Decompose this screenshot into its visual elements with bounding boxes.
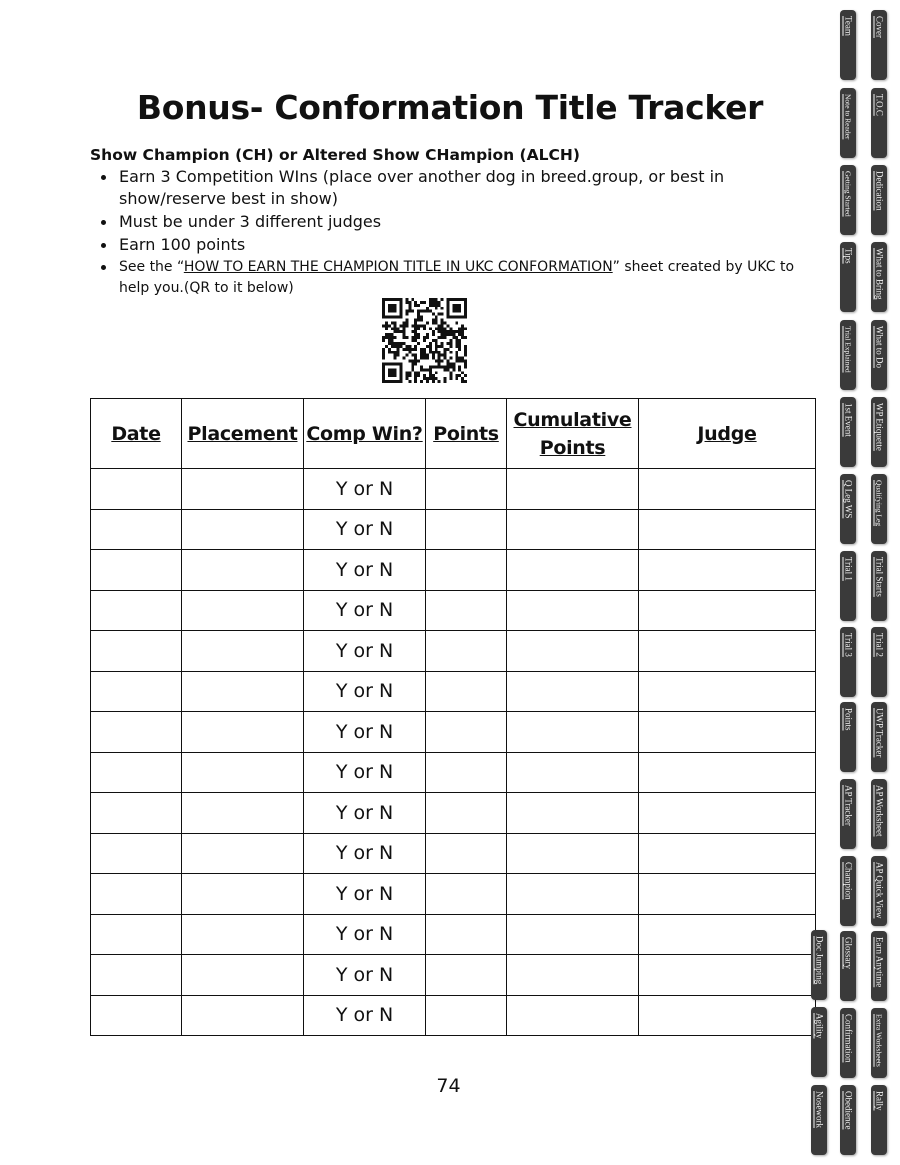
- champion-title-guide-link[interactable]: HOW TO EARN THE CHAMPION TITLE IN UKC CONFORMATION: [183, 259, 613, 275]
- tab-what-to-do[interactable]: [871, 320, 887, 390]
- comp-win-cell[interactable]: Y or N: [304, 793, 426, 834]
- comp-win-cell[interactable]: Y or N: [304, 671, 426, 712]
- tab-cover[interactable]: [871, 10, 887, 80]
- tab-label: Qualifying Leg: [874, 480, 884, 527]
- tab-label: Note to Reader: [843, 94, 853, 140]
- cumulative-points-cell[interactable]: [507, 955, 639, 996]
- table-row: [91, 671, 816, 712]
- tab-trial-3[interactable]: [840, 627, 856, 697]
- judge-cell[interactable]: [639, 712, 816, 753]
- cumulative-points-cell[interactable]: [507, 833, 639, 874]
- tab-label: AP Tracker: [843, 785, 854, 826]
- table-row: [91, 793, 816, 834]
- tab-label: Earn Anytime: [874, 937, 885, 988]
- cumulative-points-cell[interactable]: [507, 874, 639, 915]
- placement-cell[interactable]: [182, 833, 304, 874]
- comp-win-cell[interactable]: Y or N: [304, 955, 426, 996]
- tab-label: Rally: [874, 1091, 885, 1111]
- header-points: Points: [426, 399, 507, 469]
- date-cell[interactable]: [91, 874, 182, 915]
- placement-cell[interactable]: [182, 631, 304, 672]
- placement-cell[interactable]: [182, 590, 304, 631]
- header-cumulative-points: Cumulative Points: [507, 399, 639, 469]
- comp-win-cell[interactable]: Y or N: [304, 874, 426, 915]
- date-cell[interactable]: [91, 914, 182, 955]
- cumulative-points-cell[interactable]: [507, 671, 639, 712]
- tab-label: Points: [843, 708, 854, 731]
- header-date: Date: [91, 399, 182, 469]
- judge-cell[interactable]: [639, 914, 816, 955]
- tab-label: Team: [843, 16, 854, 36]
- comp-win-cell[interactable]: Y or N: [304, 914, 426, 955]
- resource-note-prefix: See the “: [119, 259, 184, 275]
- table-row: [91, 752, 816, 793]
- tab-glossary[interactable]: [840, 931, 856, 1001]
- tab-uwp-tracker[interactable]: [871, 702, 887, 772]
- tab-label: Confirmation: [843, 1014, 854, 1063]
- tab-trial-explained[interactable]: [840, 320, 856, 390]
- header-comp-win: Comp Win?: [304, 399, 426, 469]
- judge-cell[interactable]: [639, 469, 816, 510]
- page-number: 74: [436, 1075, 461, 1097]
- tab-label: Q Leg WS: [843, 480, 854, 519]
- tab-label: Nosework: [814, 1091, 825, 1128]
- tab-trial-1[interactable]: [840, 551, 856, 621]
- comp-win-cell[interactable]: Y or N: [304, 590, 426, 631]
- table-row: [91, 914, 816, 955]
- cumulative-points-cell[interactable]: [507, 590, 639, 631]
- placement-cell[interactable]: [182, 914, 304, 955]
- cumulative-points-cell[interactable]: [507, 712, 639, 753]
- tab-label: Obedience: [843, 1091, 854, 1130]
- cumulative-points-cell[interactable]: [507, 752, 639, 793]
- tab-doc-jumping[interactable]: [811, 930, 827, 1000]
- judge-cell[interactable]: [639, 833, 816, 874]
- points-cell[interactable]: [426, 914, 507, 955]
- table-row: [91, 833, 816, 874]
- page-title: Bonus- Conformation Title Tracker: [136, 88, 764, 127]
- points-cell[interactable]: [426, 752, 507, 793]
- date-cell[interactable]: [91, 590, 182, 631]
- date-cell[interactable]: [91, 550, 182, 591]
- tab-label: Cover: [874, 16, 885, 38]
- tab-extra-worksheets[interactable]: [871, 1008, 887, 1078]
- tab-label: Trial Starts: [874, 557, 885, 597]
- comp-win-cell[interactable]: Y or N: [304, 833, 426, 874]
- date-cell[interactable]: [91, 631, 182, 672]
- tab-champion[interactable]: [840, 856, 856, 926]
- header-judge: Judge: [639, 399, 816, 469]
- tab-obedience[interactable]: [840, 1085, 856, 1155]
- tab-label: Champion: [843, 862, 854, 900]
- requirements-heading: Show Champion (CH) or Altered Show CHampion (ALCH): [90, 146, 580, 164]
- table-row: [91, 874, 816, 915]
- placement-cell[interactable]: [182, 874, 304, 915]
- tab-1st-event[interactable]: [840, 397, 856, 467]
- tab-label: Trial Explained: [843, 326, 853, 373]
- comp-win-cell[interactable]: Y or N: [304, 469, 426, 510]
- tab-ap-quick-view[interactable]: [871, 856, 887, 926]
- cumulative-points-cell[interactable]: [507, 469, 639, 510]
- table-row: [91, 631, 816, 672]
- comp-win-cell[interactable]: Y or N: [304, 995, 426, 1036]
- tab-t-o-c[interactable]: [871, 88, 887, 158]
- points-cell[interactable]: [426, 509, 507, 550]
- points-cell[interactable]: [426, 874, 507, 915]
- tab-label: Trial 2: [874, 633, 885, 657]
- resource-note: [96, 257, 796, 299]
- points-cell[interactable]: [426, 469, 507, 510]
- judge-cell[interactable]: [639, 955, 816, 996]
- tab-earn-anytime[interactable]: [871, 931, 887, 1001]
- judge-cell[interactable]: [639, 671, 816, 712]
- tab-label: Dedication: [874, 171, 885, 211]
- tab-trial-starts[interactable]: [871, 551, 887, 621]
- date-cell[interactable]: [91, 995, 182, 1036]
- tab-confirmation[interactable]: [840, 1008, 856, 1078]
- table-header-row: [91, 399, 816, 469]
- date-cell[interactable]: [91, 469, 182, 510]
- placement-cell[interactable]: [182, 550, 304, 591]
- table-row: [91, 995, 816, 1036]
- tab-q-leg-ws[interactable]: [840, 474, 856, 544]
- tab-nosework[interactable]: [811, 1085, 827, 1155]
- tab-label: Trial 1: [843, 557, 854, 581]
- tab-getting-started[interactable]: [840, 165, 856, 235]
- tab-agility[interactable]: [811, 1007, 827, 1077]
- comp-win-cell[interactable]: Y or N: [304, 712, 426, 753]
- date-cell[interactable]: [91, 793, 182, 834]
- points-cell[interactable]: [426, 995, 507, 1036]
- placement-cell[interactable]: [182, 509, 304, 550]
- judge-cell[interactable]: [639, 550, 816, 591]
- cumulative-points-cell[interactable]: [507, 793, 639, 834]
- tab-ap-worksheet[interactable]: [871, 779, 887, 849]
- judge-cell[interactable]: [639, 793, 816, 834]
- tab-rally[interactable]: [871, 1085, 887, 1155]
- cumulative-points-cell[interactable]: [507, 914, 639, 955]
- points-cell[interactable]: [426, 671, 507, 712]
- tab-tips[interactable]: [840, 242, 856, 312]
- tab-qualifying-leg[interactable]: [871, 474, 887, 544]
- tab-label: What to Do: [874, 326, 885, 368]
- points-cell[interactable]: [426, 631, 507, 672]
- tab-team[interactable]: [840, 10, 856, 80]
- points-cell[interactable]: [426, 550, 507, 591]
- tab-label: AP Quick View: [874, 862, 885, 919]
- resource-note-suffix: ” sheet created by UKC to help you.(QR to it below): [119, 259, 795, 296]
- tab-label: T.O.C: [874, 94, 885, 116]
- tab-points[interactable]: [840, 702, 856, 772]
- tab-what-to-bring[interactable]: [871, 242, 887, 312]
- tab-trial-2[interactable]: [871, 627, 887, 697]
- requirement-item: Earn 3 Competition WIns (place over another dog in breed.group, or best in show/reserve best in show): [96, 166, 796, 210]
- date-cell[interactable]: [91, 509, 182, 550]
- requirement-item: Earn 100 points: [96, 234, 796, 256]
- tab-note-to-reader[interactable]: [840, 88, 856, 158]
- tab-label: Extra Worksheets: [874, 1014, 884, 1067]
- cumulative-points-cell[interactable]: [507, 509, 639, 550]
- placement-cell[interactable]: [182, 671, 304, 712]
- points-cell[interactable]: [426, 793, 507, 834]
- placement-cell[interactable]: [182, 995, 304, 1036]
- table-row: [91, 955, 816, 996]
- tab-label: WP Etiquette: [874, 403, 885, 451]
- cumulative-points-cell[interactable]: [507, 631, 639, 672]
- tab-label: Tips: [843, 248, 854, 264]
- placement-cell[interactable]: [182, 752, 304, 793]
- table-row: [91, 590, 816, 631]
- date-cell[interactable]: [91, 833, 182, 874]
- tab-ap-tracker[interactable]: [840, 779, 856, 849]
- requirement-item: Must be under 3 different judges: [96, 211, 796, 233]
- date-cell[interactable]: [91, 712, 182, 753]
- date-cell[interactable]: [91, 752, 182, 793]
- points-cell[interactable]: [426, 590, 507, 631]
- points-cell[interactable]: [426, 712, 507, 753]
- judge-cell[interactable]: [639, 995, 816, 1036]
- cumulative-points-cell[interactable]: [507, 550, 639, 591]
- qr-code-icon[interactable]: [382, 298, 467, 383]
- tab-dedication[interactable]: [871, 165, 887, 235]
- judge-cell[interactable]: [639, 631, 816, 672]
- comp-win-cell[interactable]: Y or N: [304, 631, 426, 672]
- placement-cell[interactable]: [182, 793, 304, 834]
- judge-cell[interactable]: [639, 752, 816, 793]
- comp-win-cell[interactable]: Y or N: [304, 752, 426, 793]
- cumulative-points-cell[interactable]: [507, 995, 639, 1036]
- header-placement: Placement: [182, 399, 304, 469]
- tab-wp-etiquette[interactable]: [871, 397, 887, 467]
- tab-label: Agility: [814, 1013, 825, 1039]
- judge-cell[interactable]: [639, 874, 816, 915]
- date-cell[interactable]: [91, 671, 182, 712]
- tab-label: 1st Event: [843, 403, 854, 437]
- placement-cell[interactable]: [182, 712, 304, 753]
- tab-label: Doc Jumping: [814, 936, 825, 985]
- judge-cell[interactable]: [639, 590, 816, 631]
- points-cell[interactable]: [426, 955, 507, 996]
- tab-label: Getting Started: [843, 171, 853, 217]
- requirements-list: [96, 166, 796, 300]
- date-cell[interactable]: [91, 955, 182, 996]
- placement-cell[interactable]: [182, 955, 304, 996]
- comp-win-cell[interactable]: Y or N: [304, 509, 426, 550]
- table-row: [91, 550, 816, 591]
- table-row: [91, 712, 816, 753]
- points-cell[interactable]: [426, 833, 507, 874]
- tab-label: What to Bring: [874, 248, 885, 300]
- tab-label: UWP Tracker: [874, 708, 885, 758]
- judge-cell[interactable]: [639, 509, 816, 550]
- table-row: [91, 509, 816, 550]
- placement-cell[interactable]: [182, 469, 304, 510]
- table-row: [91, 469, 816, 510]
- comp-win-cell[interactable]: Y or N: [304, 550, 426, 591]
- tab-label: AP Worksheet: [874, 785, 885, 837]
- title-tracker-table: [90, 398, 816, 1036]
- tab-label: Trial 3: [843, 633, 854, 657]
- tab-label: Glossary: [843, 937, 854, 969]
